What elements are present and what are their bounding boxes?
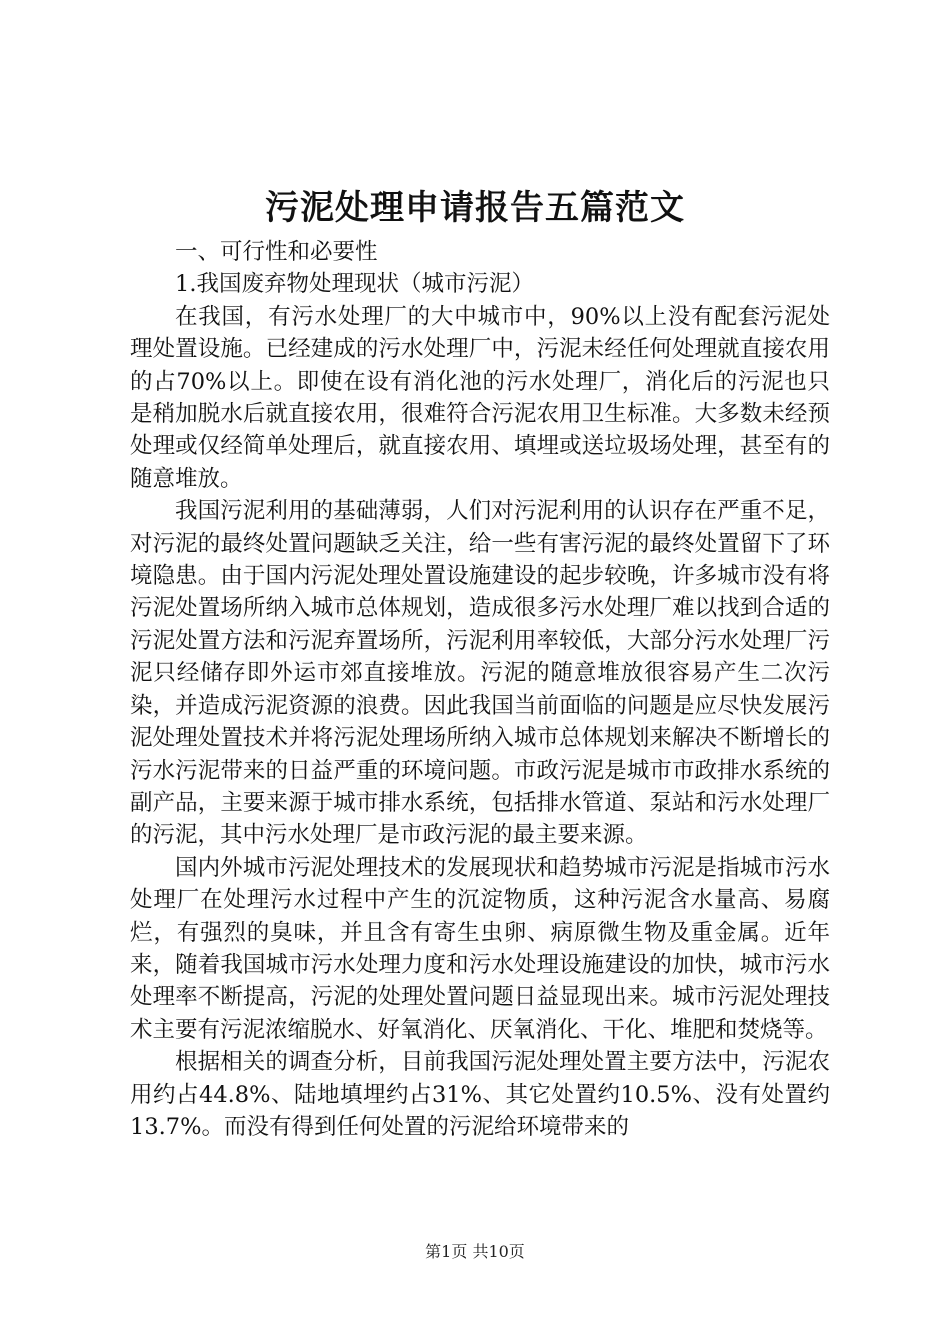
page-number-footer: 第1页 共10页 <box>425 1242 525 1261</box>
document-body <box>130 236 830 1143</box>
paragraph: 在我国，有污水处理厂的大中城市中，90%以上没有配套污泥处理处置设施。已经建成的污水处理厂中，污泥未经任何处理就直接农用的占70%以上。即使在设有消化池的污水处理厂，消化后的污泥也只是稍加脱水后就直接农用，很难符合污泥农用卫生标准。大多数未经预处理或仅经简单处理后，就直接农用、填埋或送垃圾场处理，甚至有的随意堆放。 <box>130 303 830 492</box>
paragraph: 根据相关的调查分析，目前我国污泥处理处置主要方法中，污泥农用约占44.8%、陆地填埋约占31%、其它处置约10.5%、没有处置约13.7%。而没有得到任何处置的污泥给环境带来的 <box>130 1049 830 1140</box>
subsection-heading: 1.我国废弃物处理现状（城市污泥） <box>175 271 534 298</box>
paragraph: 我国污泥利用的基础薄弱，人们对污泥利用的认识存在严重不足，对污泥的最终处置问题缺乏关注，给一些有害污泥的最终处置留下了环境隐患。由于国内污泥处理处置设施建设的起步较晚，许多城市没有将污泥处置场所纳入城市总体规划，造成很多污水处理厂难以找到合适的污泥处置方法和污泥弃置场所，污泥利用率较低，大部分污水处理厂污泥只经储存即外运市郊直接堆放。污泥的随意堆放很容易产生二次污染，并造成污泥资源的浪费。因此我国当前面临的问题是应尽快发展污泥处理处置技术并将污泥处理场所纳入城市总体规划来解决不断增长的污水污泥带来的日益严重的环境问题。市政污泥是城市市政排水系统的副产品，主要来源于城市排水系统，包括排水管道、泵站和污水处理厂的污泥，其中污水处理厂是市政污泥的最主要来源。 <box>130 498 830 849</box>
section-heading: 一、可行性和必要性 <box>175 239 378 265</box>
paragraph: 国内外城市污泥处理技术的发展现状和趋势城市污泥是指城市污水处理厂在处理污水过程中产生的沉淀物质，这种污泥含水量高、易腐烂，有强烈的臭味，并且含有寄生虫卵、病原微生物及重金属。近年来，随着我国城市污水处理力度和污水处理设施建设的加快，城市污水处理率不断提高，污泥的处理处置问题日益显现出来。城市污泥处理技术主要有污泥浓缩脱水、好氧消化、厌氧消化、干化、堆肥和焚烧等。 <box>130 854 830 1043</box>
document-title: 污泥处理申请报告五篇范文 <box>265 188 685 228</box>
